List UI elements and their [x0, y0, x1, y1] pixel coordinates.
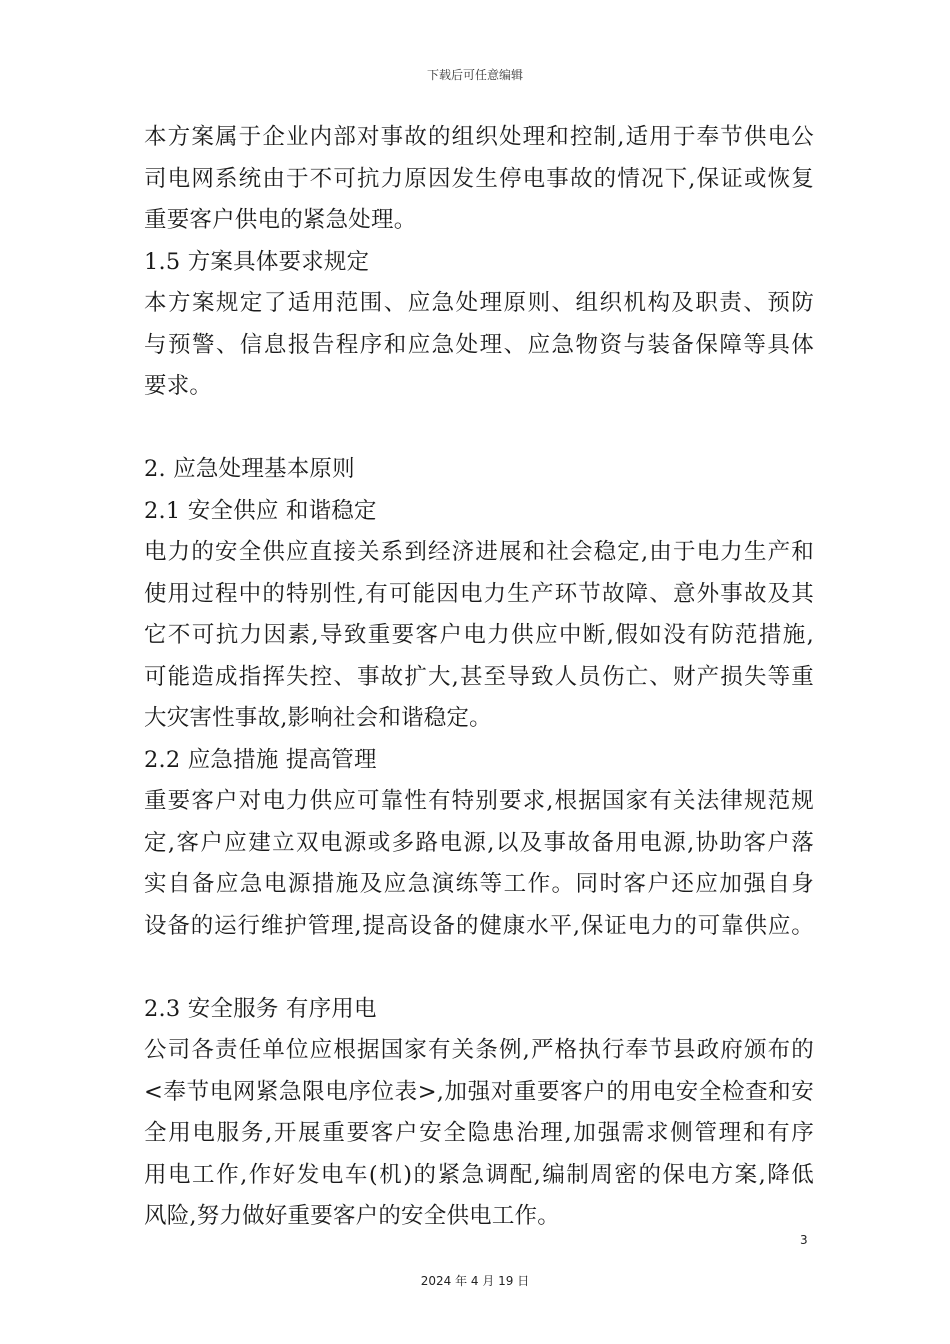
section-2-2-line-1: 重要客户对电力供应可靠性有特别要求,根据国家有关法律规范规 — [144, 788, 814, 814]
section-2-2-heading: 2.2 应急措施 提高管理 — [144, 746, 377, 773]
section-1-5-line-2: 与预警、信息报告程序和应急处理、应急物资与装备保障等具体 — [144, 331, 814, 358]
intro-line-3: 重要客户供电的紧急处理。 — [144, 207, 417, 233]
section-2-1-line-4: 可能造成指挥失控、事故扩大,甚至导致人员伤亡、财产损失等重 — [144, 663, 814, 690]
page-number: 3 — [800, 1233, 808, 1247]
paragraph-spacer — [144, 408, 814, 450]
section-2-2-line-3: 实自备应急电源措施及应急演练等工作。同时客户还应加强自身 — [144, 871, 814, 897]
section-2-3-line-2: <奉节电网紧急限电序位表>,加强对重要客户的用电安全检查和安 — [144, 1078, 814, 1105]
section-2-1-line-2: 使用过程中的特别性,有可能因电力生产环节故障、意外事故及其 — [144, 580, 814, 607]
section-1-5-line-1: 本方案规定了适用范围、应急处理原则、组织机构及职责、预防 — [144, 290, 814, 316]
section-2-1-line-1: 电力的安全供应直接关系到经济进展和社会稳定,由于电力生产和 — [144, 539, 814, 565]
section-2-2-line-2: 定,客户应建立双电源或多路电源,以及事故备用电源,协助客户落 — [144, 829, 814, 856]
section-2-3-line-4: 用电工作,作好发电车(机)的紧急调配,编制周密的保电方案,降低 — [144, 1161, 814, 1188]
section-2-3-line-5: 风险,努力做好重要客户的安全供电工作。 — [144, 1203, 560, 1229]
intro-line-2: 司电网系统由于不可抗力原因发生停电事故的情况下,保证或恢复 — [144, 165, 814, 192]
section-2-1-line-5: 大灾害性事故,影响社会和谐稳定。 — [144, 705, 492, 731]
intro-line-1: 本方案属于企业内部对事故的组织处理和控制,适用于奉节供电公 — [144, 124, 814, 150]
section-2-3-line-1: 公司各责任单位应根据国家有关条例,严格执行奉节县政府颁布的 — [144, 1037, 814, 1063]
page-footer-date: 2024 年 4 月 19 日 — [420, 1274, 530, 1288]
section-2-1-line-3: 它不可抗力因素,导致重要客户电力供应中断,假如没有防范措施, — [144, 622, 814, 648]
section-1-5-heading: 1.5 方案具体要求规定 — [144, 248, 370, 275]
section-2-1-heading: 2.1 安全供应 和谐稳定 — [144, 497, 377, 524]
section-2-heading: 2. 应急处理基本原则 — [144, 456, 355, 482]
section-2-3-line-3: 全用电服务,开展重要客户安全隐患治理,加强需求侧管理和有序 — [144, 1120, 814, 1146]
document-body — [144, 117, 814, 1238]
section-2-3-heading: 2.3 安全服务 有序用电 — [144, 995, 377, 1022]
section-2-2-line-4: 设备的运行维护管理,提高设备的健康水平,保证电力的可靠供应。 — [144, 912, 814, 939]
paragraph-spacer — [144, 947, 814, 989]
section-1-5-line-3: 要求。 — [144, 373, 213, 399]
page-header: 下载后可任意编辑 — [426, 68, 523, 82]
